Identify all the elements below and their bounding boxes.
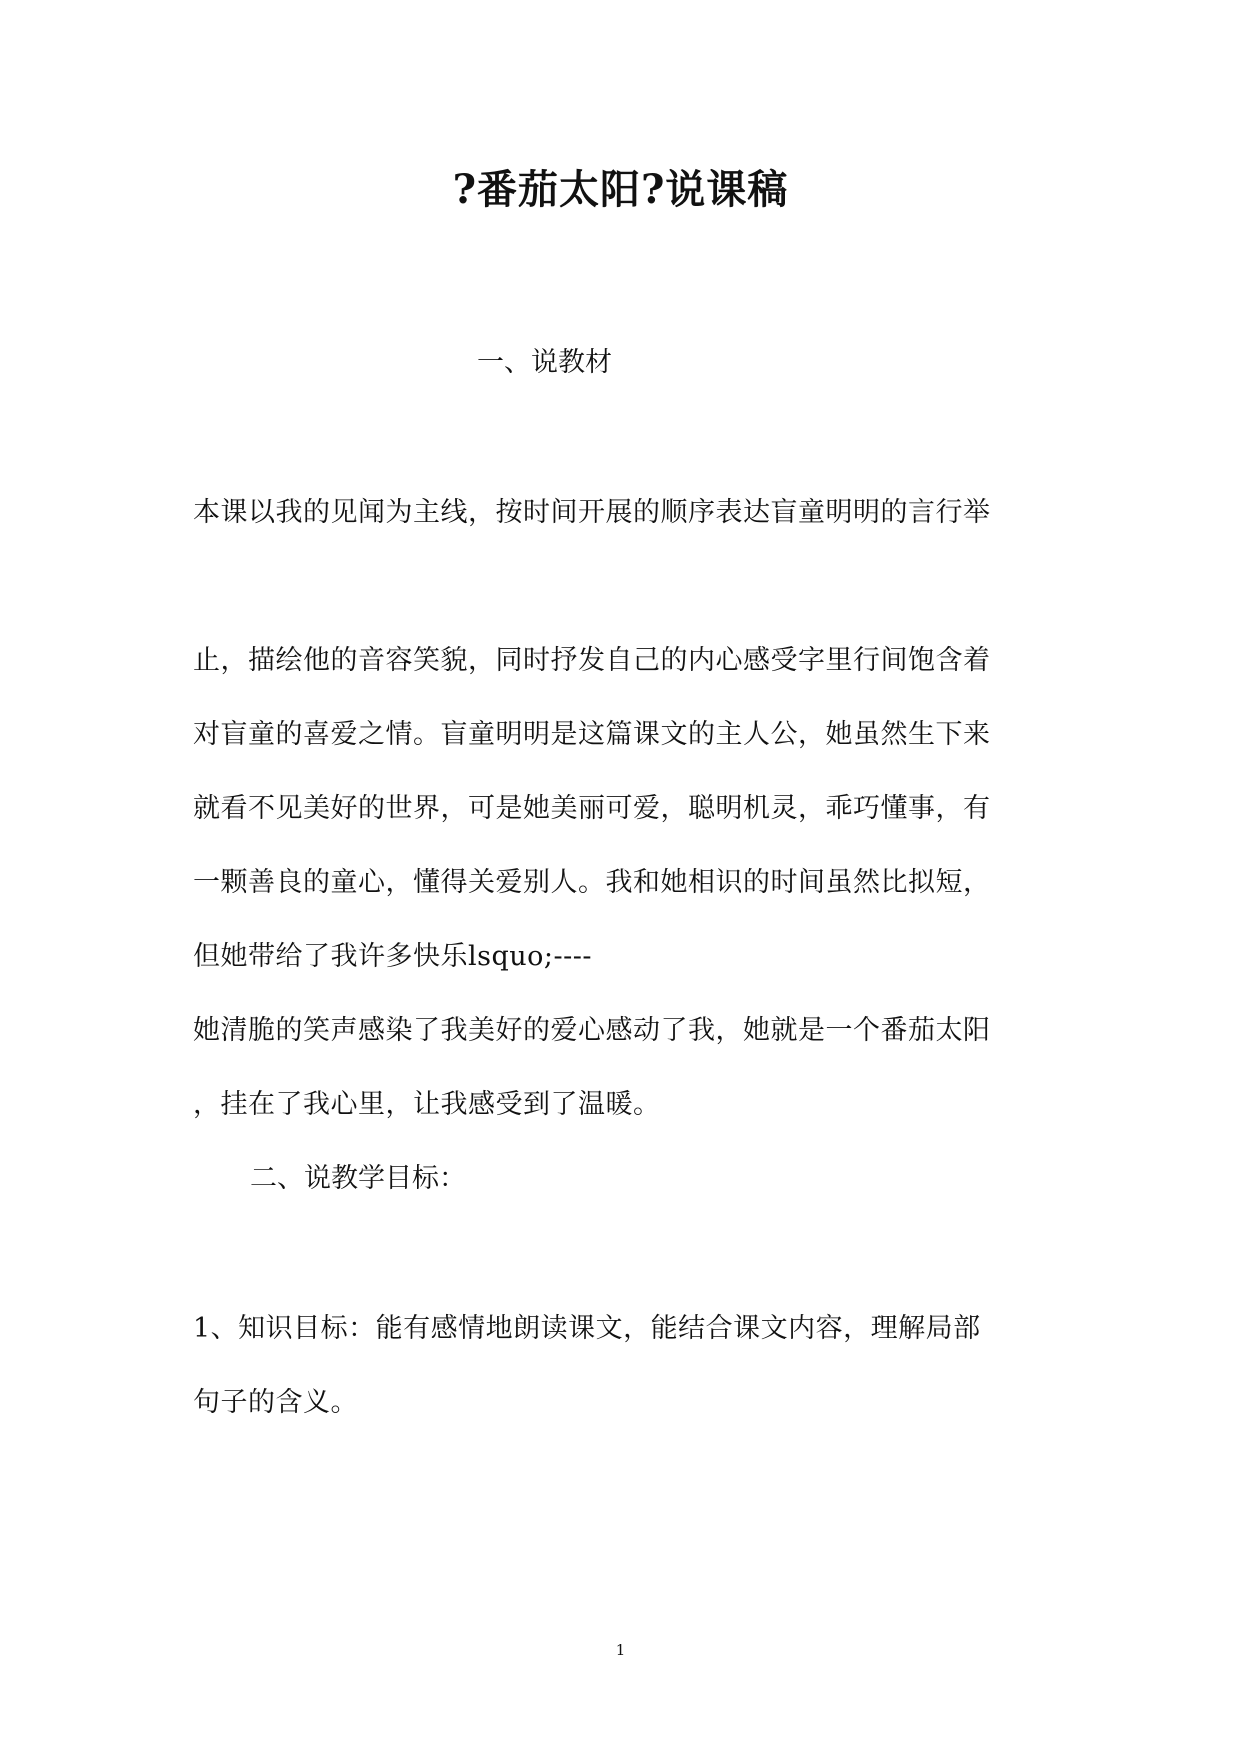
paragraph-line: 就看不见美好的世界，可是她美丽可爱，聪明机灵，乖巧懂事，有 — [193, 793, 991, 824]
section-heading-textbook: 一、说教材 — [477, 347, 612, 378]
paragraph-line: 她清脆的笑声感染了我美好的爱心感动了我，她就是一个番茄太阳 — [193, 1015, 991, 1046]
document-title: ?番茄太阳?说课稿 — [452, 166, 789, 213]
page-number: 1 — [615, 1641, 626, 1659]
paragraph-line: 对盲童的喜爱之情。盲童明明是这篇课文的主人公，她虽然生下来 — [193, 719, 991, 750]
paragraph-line: 1、知识目标：能有感情地朗读课文，能结合课文内容，理解局部 — [193, 1313, 981, 1344]
paragraph-line: ，挂在了我心里，让我感受到了温暖。 — [193, 1089, 661, 1120]
paragraph-line: 止，描绘他的音容笑貌，同时抒发自己的内心感受字里行间饱含着 — [193, 645, 991, 676]
paragraph-line: 但她带给了我许多快乐lsquo;---- — [193, 941, 593, 972]
paragraph-line: 句子的含义。 — [193, 1387, 358, 1418]
paragraph-line: 一颗善良的童心，懂得关爱别人。我和她相识的时间虽然比拟短， — [193, 867, 991, 898]
paragraph-line: 本课以我的见闻为主线，按时间开展的顺序表达盲童明明的言行举 — [193, 497, 991, 528]
section-heading-teaching-goals: 二、说教学目标： — [250, 1163, 466, 1194]
